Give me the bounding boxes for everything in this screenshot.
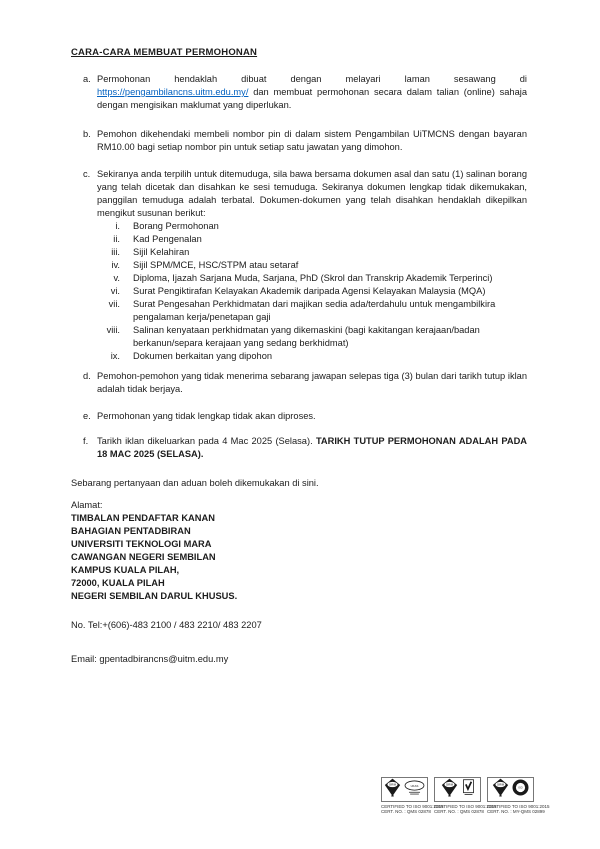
address-line: TIMBALAN PENDAFTAR KANAN — [71, 513, 215, 523]
certification-badge — [434, 777, 497, 814]
svg-text:SIRIM: SIRIM — [496, 783, 504, 787]
list-item-text: Surat Pengiktirafan Kelayakan Akademik daripada Agensi Kelayakan Malaysia (MQA) — [133, 286, 486, 296]
list-item — [71, 272, 527, 285]
email-line: Email: gpentadbirancns@uitm.edu.my — [71, 654, 229, 664]
sirim-diamond-icon — [384, 778, 401, 801]
application-portal-link[interactable]: https://pengambilancns.uitm.edu.my/ — [97, 87, 249, 97]
badge-caption-line2: CERT. NO. : QMS 02878 — [381, 809, 431, 814]
item-e-label: e. — [83, 411, 91, 421]
list-item-numeral: iv. — [111, 260, 120, 270]
list-item-numeral: vii. — [108, 299, 120, 309]
item-f — [83, 435, 527, 461]
badge-caption-line2: CERT. NO. : QMS 02878 — [434, 809, 484, 814]
svg-text:ISO: ISO — [518, 786, 523, 790]
badge-logo-box — [487, 777, 534, 802]
list-item-text: Diploma, Ijazah Sarjana Muda, Sarjana, PhD (Skrol dan Transkrip Akademik Terperinci) — [133, 273, 493, 283]
item-b-label: b. — [83, 129, 91, 139]
item-d-paragraph: Pemohon-pemohon yang tidak menerima sebarang jawapan selepas tiga (3) bulan dari tarikh tutup iklan adalah tidak berjaya. — [97, 371, 527, 394]
list-item-text: Borang Permohonan — [133, 221, 219, 231]
page-title: CARA-CARA MEMBUAT PERMOHONAN — [71, 47, 258, 58]
address-line: KAMPUS KUALA PILAH, — [71, 565, 180, 575]
item-b — [83, 128, 527, 154]
list-item-numeral: ii. — [113, 234, 120, 244]
address-block — [71, 499, 527, 603]
item-d-label: d. — [83, 371, 91, 381]
item-e — [83, 410, 527, 423]
list-item — [71, 350, 527, 363]
list-item — [71, 246, 527, 259]
required-documents-list — [71, 220, 527, 363]
sirim-diamond-icon — [492, 778, 509, 801]
sirim-diamond-icon — [441, 778, 458, 801]
certification-badge — [487, 777, 550, 814]
document-content — [71, 46, 527, 666]
round-seal-icon — [512, 779, 529, 800]
list-item-numeral: iii. — [111, 247, 120, 257]
item-a-paragraph — [97, 73, 527, 112]
list-item — [71, 220, 527, 233]
svg-text:SIRIM: SIRIM — [445, 783, 453, 787]
address-line: NEGERI SEMBILAN DARUL KHUSUS. — [71, 591, 238, 601]
list-item-numeral: viii. — [106, 325, 120, 335]
address-line: BAHAGIAN PENTADBIRAN — [71, 526, 191, 536]
list-item-text: Kad Pengenalan — [133, 234, 202, 244]
badge-caption-line1: CERTIFIED TO ISO 9001:2015 — [434, 804, 497, 809]
item-f-paragraph — [97, 435, 527, 461]
certification-badges — [381, 777, 550, 814]
item-c-label: c. — [83, 169, 91, 179]
list-item-text: Salinan kenyataan perkhidmatan yang dikemaskini (bagi kakitangan kerajaan/badan berkanun/separa kerajaan yang sedang berkhidmat) — [133, 325, 480, 348]
telephone-line: No. Tel:+(606)-483 2100 / 483 2210/ 483 2207 — [71, 620, 262, 630]
address-line: UNIVERSITI TEKNOLOGI MARA — [71, 539, 212, 549]
badge-caption-line2: CERT. NO. : MY-QMS 02899 — [487, 809, 545, 814]
item-d — [83, 370, 527, 396]
item-a-label: a. — [83, 74, 91, 84]
list-item-text: Sijil SPM/MCE, HSC/STPM atau setaraf — [133, 260, 299, 270]
list-item-numeral: v. — [113, 273, 120, 283]
item-f-label: f. — [83, 436, 89, 446]
list-item — [71, 233, 527, 246]
list-item-text: Sijil Kelahiran — [133, 247, 190, 257]
item-a — [83, 73, 527, 112]
item-f-text-normal: Tarikh iklan dikeluarkan pada 4 Mac 2025 (Selasa). — [97, 436, 313, 446]
list-item-numeral: i. — [115, 221, 120, 231]
item-e-paragraph: Permohonan yang tidak lengkap tidak akan diproses. — [97, 411, 316, 421]
list-item — [71, 324, 527, 350]
ukas-oval-icon — [404, 780, 425, 799]
item-c-paragraph: Sekiranya anda terpilih untuk ditemuduga, sila bawa bersama dokumen asal dan satu (1) salinan borang yang telah dicetak dan disahkan ke sesi temuduga. Sekiranya dokumen lengkap tidak dikemukakan, panggilan temuduga adalah terbatal. Dokumen-dokumen yang telah disahkan hendaklah dikepilkan mengikut susunan berikut: — [97, 169, 527, 218]
list-item-numeral: ix. — [110, 351, 120, 361]
address-heading: Alamat: — [71, 500, 103, 510]
list-item-text: Surat Pengesahan Perkhidmatan dari majikan sedia ada/terdahulu untuk mengambilkira pengalaman kerja/penetapan gaji — [133, 299, 496, 322]
item-a-text-pre: Permohonan hendaklah dibuat dengan melayari laman sesawang di — [97, 74, 527, 84]
list-item — [71, 259, 527, 272]
item-c — [83, 168, 527, 220]
address-line: CAWANGAN NEGERI SEMBILAN — [71, 552, 216, 562]
badge-caption-line1: CERTIFIED TO ISO 9001:2015 — [487, 804, 550, 809]
badge-caption-line1: CERTIFIED TO ISO 9001:2015 — [381, 804, 444, 809]
badge-logo-box — [381, 777, 428, 802]
accreditation-check-icon — [463, 779, 474, 800]
list-item-numeral: vi. — [110, 286, 120, 296]
item-b-paragraph: Pemohon dikehendaki membeli nombor pin di dalam sistem Pengambilan UiTMCNS dengan bayaran RM10.00 bagi setiap nombor pin untuk setiap satu jawatan yang dimohon. — [97, 129, 527, 152]
enquiries-line: Sebarang pertanyaan dan aduan boleh dikemukakan di sini. — [71, 478, 319, 488]
badge-logo-box — [434, 777, 481, 802]
svg-text:UKAS: UKAS — [410, 783, 419, 788]
svg-text:SIRIM: SIRIM — [389, 783, 397, 787]
item-a-text-post: dan membuat permohonan secara dalam talian (online) sahaja dengan mengisikan maklumat yang diperlukan. — [97, 87, 527, 110]
address-line: 72000, KUALA PILAH — [71, 578, 165, 588]
list-item — [71, 298, 527, 324]
list-item-text: Dokumen berkaitan yang dipohon — [133, 351, 273, 361]
closing-date-text: TARIKH TUTUP PERMOHONAN ADALAH PADA 18 MAC 2025 (SELASA). — [97, 436, 527, 459]
list-item — [71, 285, 527, 298]
certification-badge — [381, 777, 444, 814]
